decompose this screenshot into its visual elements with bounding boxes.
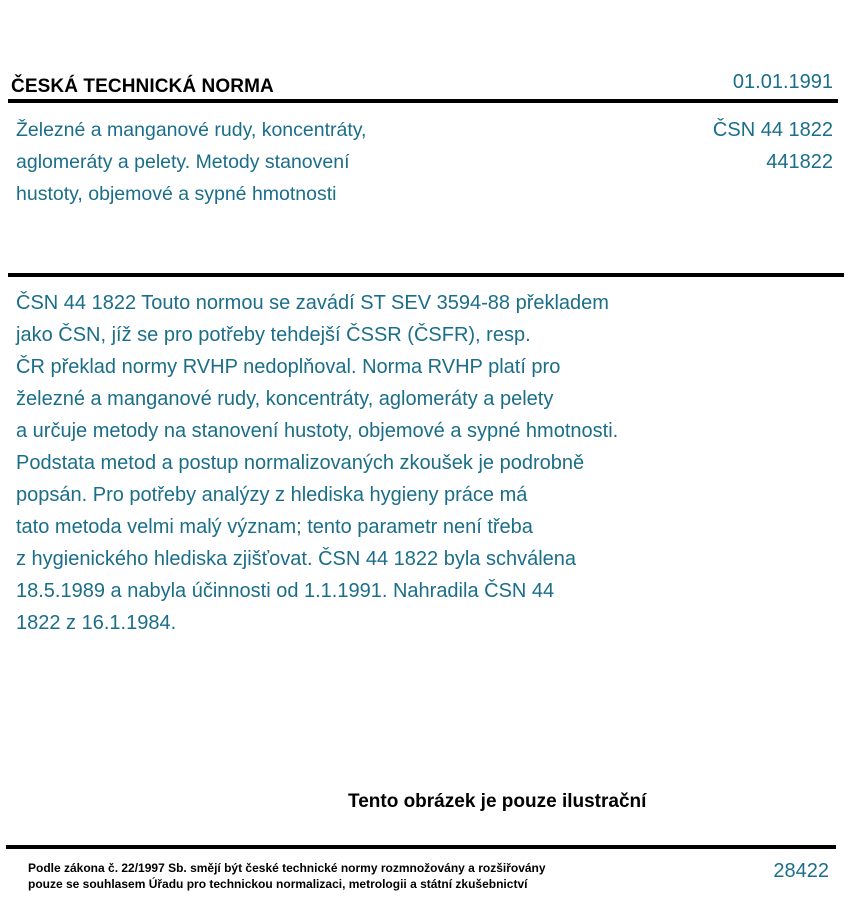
description-line: z hygienického hlediska zjišťovat. ČSN 44 1822 byla schválena <box>16 548 577 570</box>
standard-description <box>16 287 618 639</box>
description-line: 18.5.1989 a nabyla účinnosti od 1.1.1991. Nahradila ČSN 44 <box>16 580 555 602</box>
footer-divider <box>6 845 836 849</box>
description-line: ČR překlad normy RVHP nedoplňoval. Norma RVHP platí pro <box>16 356 561 378</box>
document-type-heading: ČESKÁ TECHNICKÁ NORMA <box>11 76 274 97</box>
description-line: jako ČSN, jíž se pro potřeby tehdejší ČSSR (ČSFR), resp. <box>16 324 531 346</box>
standard-title-line: aglomeráty a pelety. Metody stanovení <box>16 151 350 173</box>
classification-code: 441822 <box>766 151 833 173</box>
standard-title-line: Železné a manganové rudy, koncentráty, <box>16 119 367 141</box>
description-line: Podstata metod a postup normalizovaných zkoušek je podrobně <box>16 452 585 474</box>
standard-title-line: hustoty, objemové a sypné hmotnosti <box>16 183 337 205</box>
description-line: železné a manganové rudy, koncentráty, aglomeráty a pelety <box>16 388 554 410</box>
legal-notice-line: pouze se souhlasem Úřadu pro technickou normalizaci, metrologii a státní zkušebnictví <box>28 877 528 891</box>
description-line: ČSN 44 1822 Touto normou se zavádí ST SEV 3594-88 překladem <box>16 292 609 314</box>
description-line: a určuje metody na stanovení hustoty, objemové a sypné hmotnosti. <box>16 420 619 442</box>
description-line: 1822 z 16.1.1984. <box>16 612 177 634</box>
effective-date: 01.01.1991 <box>732 71 833 93</box>
catalog-number: 28422 <box>773 860 829 882</box>
description-line: tato metoda velmi malý význam; tento parametr není třeba <box>16 516 533 538</box>
standard-designation: ČSN 44 1822 <box>712 119 833 141</box>
header-divider <box>8 99 838 103</box>
illustrative-notice: Tento obrázek je pouze ilustrační <box>348 791 647 812</box>
standard-title <box>16 114 366 210</box>
section-divider <box>8 273 844 277</box>
standard-identifiers <box>713 114 833 178</box>
legal-notice-line: Podle zákona č. 22/1997 Sb. smějí být české technické normy rozmnožovány a rozšiřovány <box>28 861 546 875</box>
description-line: popsán. Pro potřeby analýzy z hlediska hygieny práce má <box>16 484 528 506</box>
legal-notice <box>28 860 546 892</box>
